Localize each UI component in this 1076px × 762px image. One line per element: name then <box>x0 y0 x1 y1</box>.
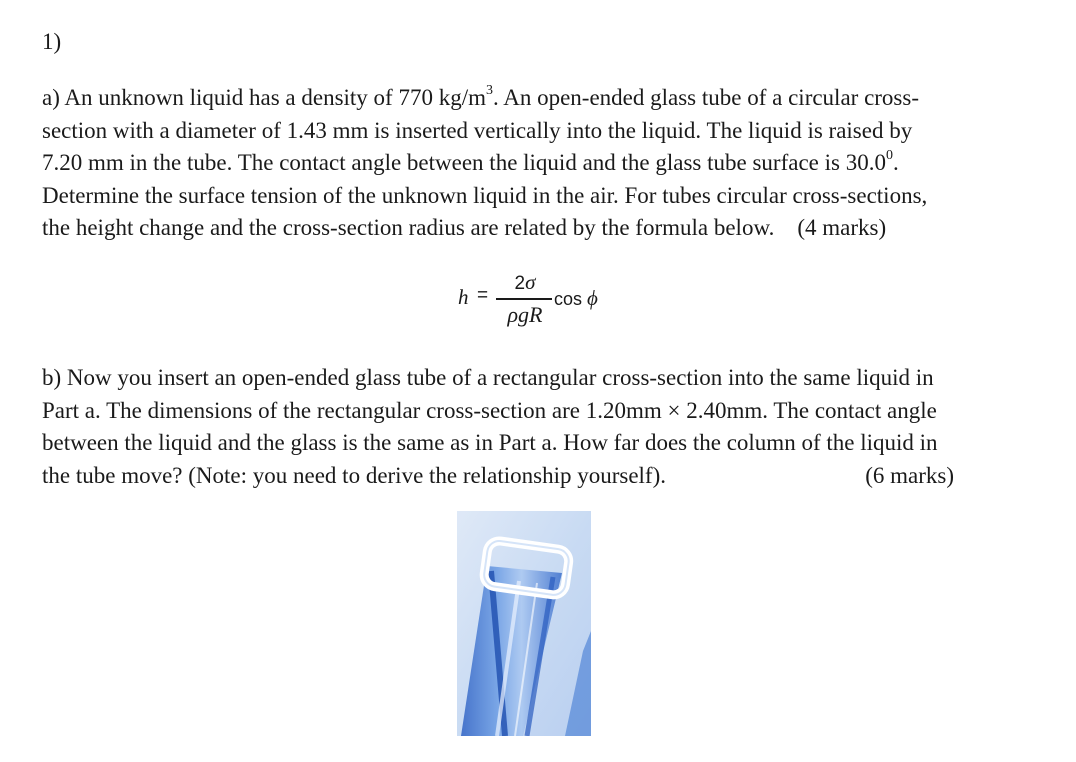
part-b-line-2: Part a. The dimensions of the rectangular cross-section are 1.20mm × 2.40mm. The contact angle <box>42 397 937 423</box>
part-a-paragraph <box>42 82 1008 245</box>
part-b-line-3: between the liquid and the glass is the same as in Part a. How far does the column of the liquid in <box>42 430 938 455</box>
part-a-line-5: the height change and the cross-section radius are related by the formula below. (4 marks) <box>42 215 887 240</box>
part-a-line-1: a) An unknown liquid has a density of 770 $kg/m^3$. An open-ended glass tube of a circular cross- <box>42 83 919 110</box>
question-number: 1) <box>42 29 62 54</box>
part-b-marks: (6 marks) <box>865 462 954 488</box>
part-a-line-4: Determine the surface tension of the unknown liquid in the air. For tubes circular cross-sections, <box>42 182 928 208</box>
formula-equals: = <box>477 285 489 306</box>
rectangular-glass-tube-image <box>457 511 591 736</box>
formula-cosine: cos ϕ <box>554 286 598 310</box>
formula-height-symbol: h <box>458 285 469 309</box>
part-a-line-2: section with a diameter of 1.43 mm is inserted vertically into the liquid. The liquid is raised by <box>42 117 913 143</box>
formula-denominator: ρgR <box>507 302 543 327</box>
formula-numerator: 2σ <box>514 270 536 294</box>
capillary-formula <box>458 268 628 338</box>
part-b-line-1: b) Now you insert an open-ended glass tube of a rectangular cross-section into the same liquid in <box>42 365 934 390</box>
part-a-line-3: 7.20 mm in the tube. The contact angle between the liquid and the glass tube surface is 30.0$^0$. <box>42 148 899 175</box>
part-b-line-4: the tube move? (Note: you need to derive the relationship yourself). (6 marks) <box>42 460 1008 493</box>
formula-fraction-bar <box>496 298 552 300</box>
part-b-paragraph <box>42 362 1008 492</box>
part-a-marks: (4 marks) <box>797 215 887 240</box>
